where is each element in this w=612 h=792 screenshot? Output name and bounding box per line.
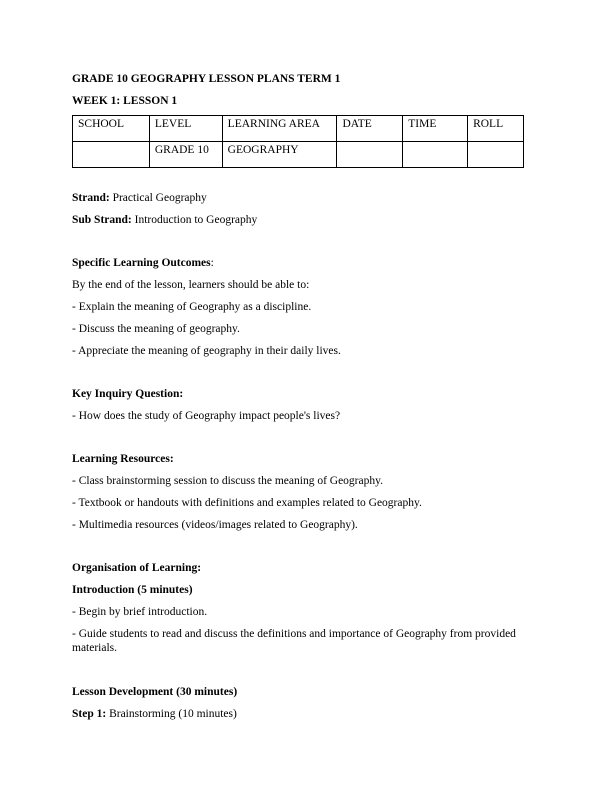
strand-value: Practical Geography <box>109 192 207 204</box>
cell-time <box>403 142 468 168</box>
list-item: - Textbook or handouts with definitions and examples related to Geography. <box>72 497 422 509</box>
lesson-info-table <box>72 115 524 168</box>
list-item: - Explain the meaning of Geography as a discipline. <box>72 301 312 313</box>
header-cell-date: DATE <box>337 116 403 142</box>
list-item: - Multimedia resources (videos/images related to Geography). <box>72 519 358 531</box>
organisation-heading: Organisation of Learning: <box>72 562 202 574</box>
cell-date <box>337 142 403 168</box>
list-item: - Appreciate the meaning of geography in their daily lives. <box>72 345 341 357</box>
outcomes-heading-line <box>72 256 214 270</box>
outcomes-heading: Specific Learning Outcomes <box>72 257 211 269</box>
cell-school <box>73 142 150 168</box>
cell-learning-area: GEOGRAPHY <box>222 142 337 168</box>
development-heading: Lesson Development (30 minutes) <box>72 686 238 698</box>
introduction-heading: Introduction (5 minutes) <box>72 584 193 596</box>
header-cell-school: SCHOOL <box>73 116 150 142</box>
cell-level: GRADE 10 <box>149 142 222 168</box>
document-title: GRADE 10 GEOGRAPHY LESSON PLANS TERM 1 <box>72 73 341 85</box>
step-1-line <box>72 707 237 721</box>
outcomes-colon: : <box>210 257 214 269</box>
header-cell-roll: ROLL <box>468 116 524 142</box>
list-item: - Guide students to read and discuss the definitions and importance of Geography from provided materials. <box>72 628 516 654</box>
strand-line <box>72 191 207 205</box>
list-item: - How does the study of Geography impact people's lives? <box>72 410 341 422</box>
strand-label: Strand: <box>72 192 110 204</box>
step-1-value: Brainstorming (10 minutes) <box>106 708 237 720</box>
header-cell-level: LEVEL <box>149 116 222 142</box>
list-item: - Begin by brief introduction. <box>72 606 208 618</box>
sub-strand-line <box>72 213 257 227</box>
week-lesson-label: WEEK 1: LESSON 1 <box>72 95 178 107</box>
inquiry-heading: Key Inquiry Question: <box>72 388 184 400</box>
cell-roll <box>468 142 524 168</box>
list-item: - Discuss the meaning of geography. <box>72 323 240 335</box>
step-1-label: Step 1: <box>72 708 107 720</box>
table-row <box>73 142 524 168</box>
table-header-row <box>73 116 524 142</box>
header-cell-time: TIME <box>403 116 468 142</box>
sub-strand-label: Sub Strand: <box>72 214 132 226</box>
list-item: - Class brainstorming session to discuss the meaning of Geography. <box>72 475 383 487</box>
header-cell-learning-area: LEARNING AREA <box>222 116 337 142</box>
outcomes-intro: By the end of the lesson, learners should be able to: <box>72 279 310 291</box>
sub-strand-value: Introduction to Geography <box>131 214 258 226</box>
resources-heading: Learning Resources: <box>72 453 174 465</box>
